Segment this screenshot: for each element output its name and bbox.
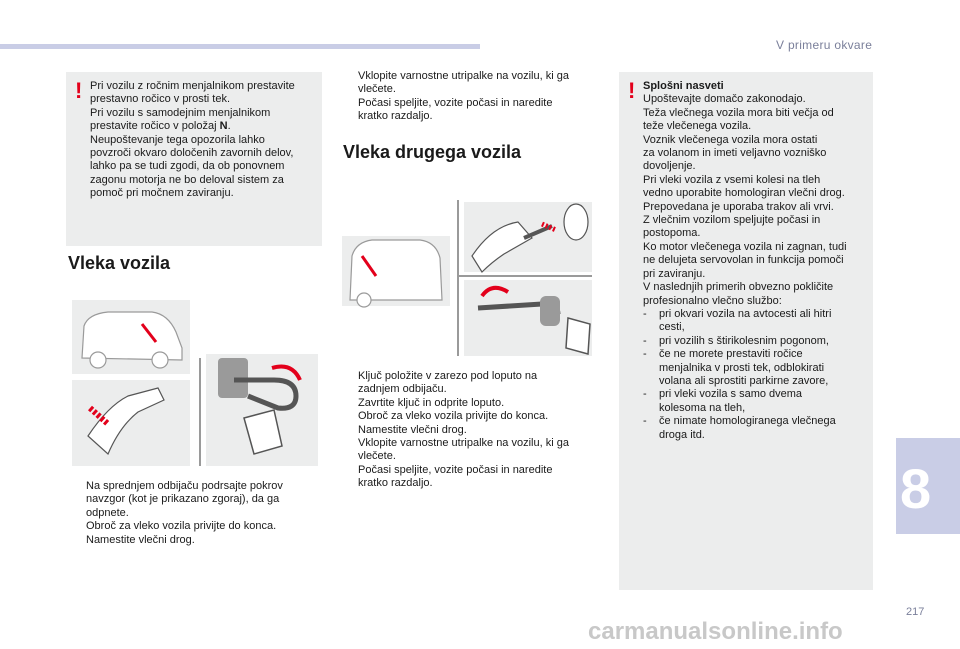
warning-line: Pri vleki vozila z vsemi kolesi na tleh — [643, 173, 821, 186]
warning-line: lahko pa se tudi zgodi, da ob ponovnem — [90, 160, 285, 173]
warning-title: Splošni nasveti — [643, 80, 724, 92]
step-item: Počasi speljite, vozite počasi in naredite kratko razdaljo. — [358, 96, 553, 123]
step-item: Vklopite varnostne utripalke na vozilu, ki ga vlečete. — [358, 437, 569, 463]
warning-line: Prepovedana je uporaba trakov ali vrvi. — [643, 200, 834, 213]
list-item: - pri vleki vozila s samo dvema kolesoma na tleh, — [643, 388, 803, 414]
section-header-title: V primeru okvare — [776, 38, 873, 52]
step-item: Obroč za vleko vozila privijte do konca. — [86, 520, 277, 533]
warning-line: ne delujeta servovolan in funkcija pomoči — [643, 254, 844, 267]
cover-cap — [566, 318, 590, 354]
chapter-number: 8 — [900, 457, 932, 520]
step-item: Obroč za vleko vozila privijte do konca. — [358, 410, 549, 423]
warning-line: prestavite ročico v položaj N. — [90, 120, 231, 133]
rear-socket — [540, 296, 560, 326]
warning-line: povzroči okvaro določenih zavornih delov, — [90, 147, 294, 160]
warning-icon: ! — [628, 78, 636, 103]
steps-rear-towing — [342, 370, 604, 491]
warning-line: Ko motor vlečenega vozila ni zagnan, tudi — [643, 240, 847, 253]
cover-panel — [72, 380, 190, 466]
warning-line: dovoljenje. — [643, 160, 696, 173]
step-item: Namestite vlečni drog. — [86, 533, 195, 546]
warning-line: pri zaviranju. — [643, 267, 706, 280]
warning-text-right — [643, 80, 847, 442]
heading-vleka-vozila: Vleka vozila — [68, 253, 171, 273]
warning-line: Pri vozilu s samodejnim menjalnikom — [90, 106, 271, 119]
warning-box-right — [619, 72, 873, 590]
warning-line: teže vlečenega vozila. — [643, 120, 752, 133]
list-item: - če ne morete prestaviti ročice menjalnika v prosti tek, odblokirati volana ali sprostiti parkirne zavore, — [643, 348, 829, 387]
list-item: - če nimate homologiranega vlečnega droga itd. — [643, 415, 836, 441]
warning-line: zagonu motorja ne bo deloval sistem za — [90, 173, 284, 186]
warning-line: Upoštevajte domačo zakonodajo. — [643, 93, 806, 106]
warning-line: za volanom in imeti veljavno vozniško — [643, 147, 827, 160]
tow-service-list — [643, 308, 847, 442]
warning-line: Pri vozilu z ročnim menjalnikom prestavite — [90, 80, 295, 92]
step-item: Zavrtite ključ in odprite loputo. — [358, 396, 505, 409]
warning-line: postopoma. — [643, 227, 701, 240]
step-item: Počasi speljite, vozite počasi in naredite kratko razdaljo. — [358, 463, 553, 490]
warning-line: prestavno ročico v prosti tek. — [90, 93, 231, 106]
warning-line: Teža vlečnega vozila mora biti večja od — [643, 106, 834, 119]
list-item: - pri vozilih s štirikolesnim pogonom, — [643, 334, 829, 347]
warning-box-left — [66, 72, 322, 246]
flap-icon — [564, 204, 588, 240]
page-number: 217 — [906, 606, 925, 618]
warning-line: Z vlečnim vozilom speljujte počasi in — [643, 214, 821, 227]
steps-towing-continue — [342, 70, 602, 124]
warning-line: profesionalno vlečno službo: — [643, 294, 782, 307]
warning-line: Voznik vlečenega vozila mora ostati — [643, 133, 818, 146]
steps-front-towing — [70, 480, 320, 547]
rear-towing-illustration — [342, 196, 598, 360]
step-item: Namestite vlečni drog. — [358, 423, 467, 436]
step-item: Na sprednjem odbijaču podrsajte pokrov navzgor (kot je prikazano zgoraj), da ga odpnete. — [86, 480, 283, 519]
watermark: carmanualsonline.info — [588, 618, 843, 645]
warning-line: V naslednjih primerih obvezno pokličite — [643, 281, 834, 294]
list-item: - pri okvari vozila na avtocesti ali hitri cesti, — [643, 307, 832, 334]
van-rear-outline — [350, 240, 442, 300]
warning-text-left — [90, 80, 295, 201]
step-item: Vklopite varnostne utripalke na vozilu, ki ga vlečete. — [358, 70, 569, 96]
header-bar — [0, 44, 480, 49]
warning-line: Neupoštevanje tega opozorila lahko — [90, 133, 265, 146]
warning-icon: ! — [75, 78, 83, 103]
warning-line: vedno uporabite homologiran vlečni drog. — [643, 187, 845, 200]
step-item: Ključ položite v zarezo pod loputo na zadnjem odbijaču. — [358, 370, 538, 396]
gear-position-letter: N — [219, 120, 228, 133]
front-towing-illustration — [68, 296, 324, 472]
warning-line: pomoč pri močnem zaviranju. — [90, 187, 234, 200]
heading-vleka-drugega-vozila: Vleka drugega vozila — [343, 142, 522, 162]
